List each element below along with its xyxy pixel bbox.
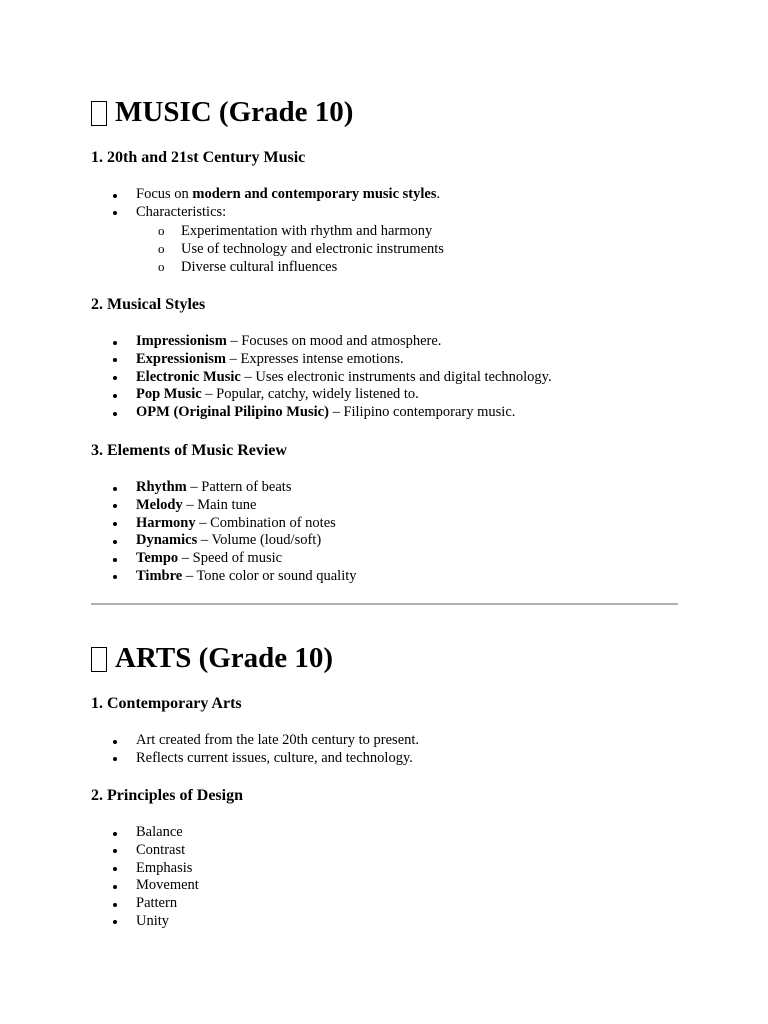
music-title — [91, 95, 353, 129]
list-item: Contrast — [91, 842, 678, 860]
missing-glyph-icon — [91, 647, 107, 672]
principles-of-design-list — [91, 824, 678, 931]
list-item: Rhythm – Pattern of beats — [91, 479, 678, 497]
list-item: Melody – Main tune — [91, 497, 678, 515]
list-item: Characteristics: o Experimentation with rhythm and harmony o Use of technology and electronic instruments o Diverse cultural influences — [91, 204, 678, 277]
list-item: Balance — [91, 824, 678, 842]
music-section-1-list — [91, 186, 678, 276]
list-item: Emphasis — [91, 860, 678, 878]
music-section-2-heading: 2. Musical Styles — [91, 296, 206, 313]
arts-title — [91, 641, 333, 675]
list-item: Movement — [91, 877, 678, 895]
list-item: Timbre – Tone color or sound quality — [91, 568, 678, 586]
music-section-3-heading: 3. Elements of Music Review — [91, 442, 287, 459]
list-item: Pop Music – Popular, catchy, widely listened to. — [91, 386, 678, 404]
list-item: Electronic Music – Uses electronic instruments and digital technology. — [91, 369, 678, 387]
list-item: Impressionism – Focuses on mood and atmosphere. — [91, 333, 678, 351]
sub-list-item: o Diverse cultural influences — [91, 258, 678, 276]
music-title-text: MUSIC (Grade 10) — [115, 96, 354, 128]
section-divider — [91, 603, 678, 605]
list-item: Unity — [91, 913, 678, 931]
list-item: Expressionism – Expresses intense emotions. — [91, 351, 678, 369]
list-item: Tempo – Speed of music — [91, 550, 678, 568]
list-item: Reflects current issues, culture, and technology. — [91, 750, 678, 768]
music-section-1-heading: 1. 20th and 21st Century Music — [91, 149, 306, 166]
list-item: Dynamics – Volume (loud/soft) — [91, 532, 678, 550]
musical-styles-list — [91, 333, 678, 422]
elements-of-music-list — [91, 479, 678, 586]
arts-section-2-heading: 2. Principles of Design — [91, 787, 243, 804]
arts-section-1-heading: 1. Contemporary Arts — [91, 695, 242, 712]
arts-title-text: ARTS (Grade 10) — [115, 642, 334, 674]
missing-glyph-icon — [91, 101, 107, 126]
contemporary-arts-list — [91, 732, 678, 768]
list-item: Harmony – Combination of notes — [91, 515, 678, 533]
list-item: OPM (Original Pilipino Music) – Filipino contemporary music. — [91, 404, 678, 422]
list-item: Pattern — [91, 895, 678, 913]
sub-list-item: o Use of technology and electronic instruments — [91, 240, 678, 258]
list-item: Art created from the late 20th century to present. — [91, 732, 678, 750]
characteristics-list — [136, 222, 678, 277]
sub-list-item: o Experimentation with rhythm and harmony — [91, 222, 678, 240]
list-item: Focus on modern and contemporary music styles. — [91, 186, 678, 204]
